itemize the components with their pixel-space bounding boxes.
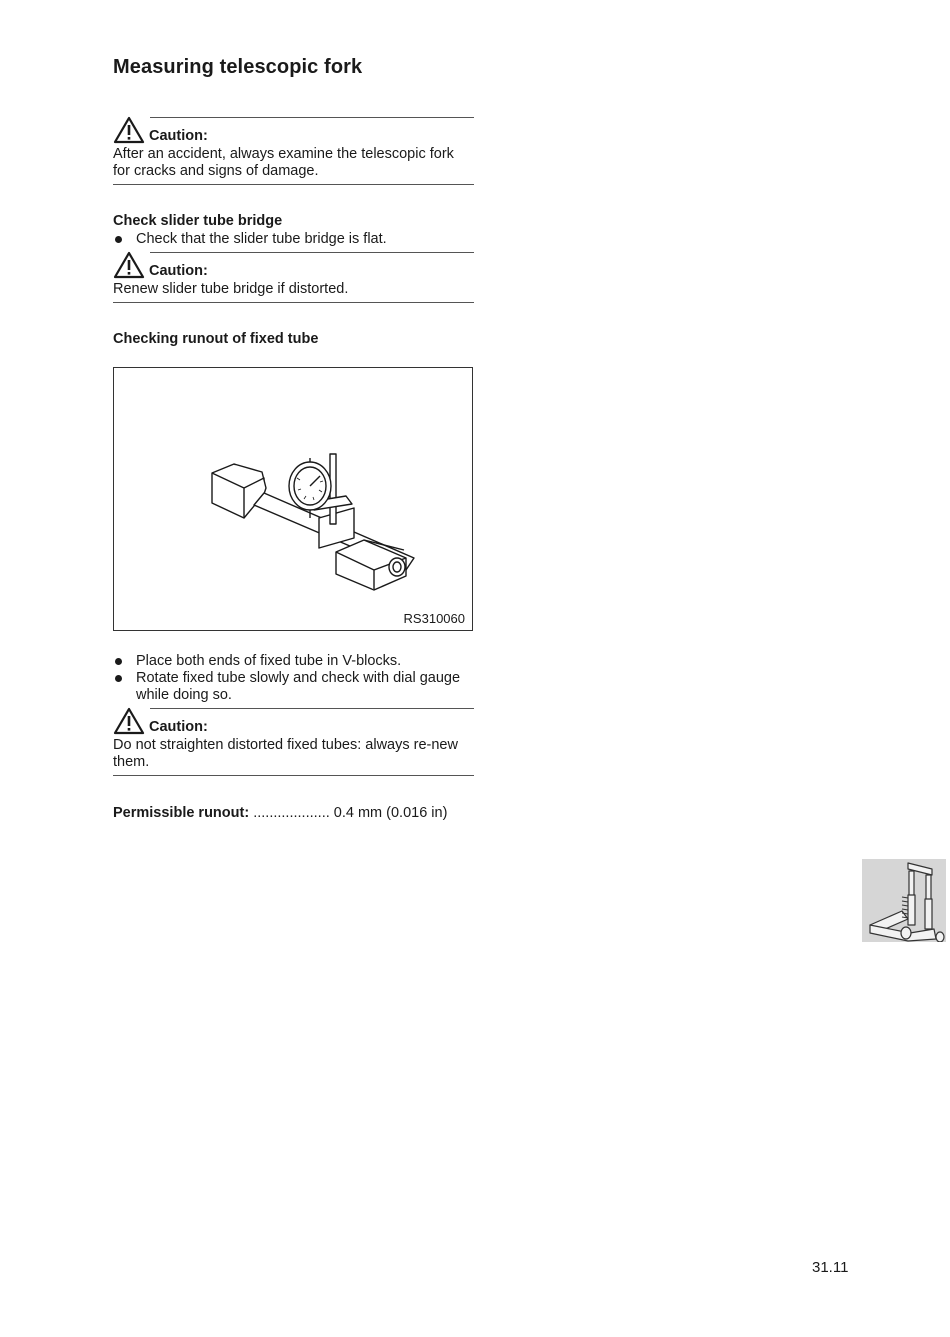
spec-value: 0.4 mm (0.016 in) xyxy=(333,805,448,821)
bullet-item xyxy=(113,670,474,704)
permissible-runout-spec xyxy=(113,805,474,821)
v-block-dial-gauge-illustration xyxy=(114,368,472,630)
page-number: 31.11 xyxy=(812,1259,849,1276)
section-heading: Checking runout of fixed tube xyxy=(113,331,319,347)
spec-label: Permissible runout: xyxy=(113,805,250,821)
bullet-text: Rotate fixed tube slowly and check with dial gauge while doing so. xyxy=(136,670,461,703)
caution-label: Caution: xyxy=(149,128,208,144)
section-heading: Check slider tube bridge xyxy=(113,213,283,229)
caution-bottom-rule xyxy=(113,775,474,776)
bullet-text: Check that the slider tube bridge is flat. xyxy=(136,231,387,247)
figure-code: RS310060 xyxy=(403,611,465,626)
bullet-icon xyxy=(115,658,122,665)
warning-icon xyxy=(113,251,145,279)
caution-bottom-rule xyxy=(113,302,474,303)
caution-heading xyxy=(113,251,208,279)
chapter-thumbnail xyxy=(862,859,946,942)
bullet-item xyxy=(113,653,474,670)
warning-icon xyxy=(113,116,145,144)
caution-heading xyxy=(113,116,208,144)
runout-figure xyxy=(113,367,473,631)
caution-label: Caution: xyxy=(149,719,208,735)
caution-text: After an accident, always examine the telescopic fork for cracks and signs of damage. xyxy=(113,146,454,179)
caution-label: Caution: xyxy=(149,263,208,279)
spec-leader-dots: ................... xyxy=(253,805,330,821)
bullet-icon xyxy=(115,675,122,682)
warning-icon xyxy=(113,707,145,735)
bullet-icon xyxy=(115,236,122,243)
caution-bottom-rule xyxy=(113,184,474,185)
bullet-text: Place both ends of fixed tube in V-blocks. xyxy=(136,653,402,669)
page-title: Measuring telescopic fork xyxy=(113,56,363,78)
caution-heading xyxy=(113,707,208,735)
caution-text: Renew slider tube bridge if distorted. xyxy=(113,281,349,297)
bullet-item xyxy=(113,231,474,248)
caution-text: Do not straighten distorted fixed tubes: always re-new them. xyxy=(113,737,458,770)
telescopic-fork-icon xyxy=(862,859,946,942)
